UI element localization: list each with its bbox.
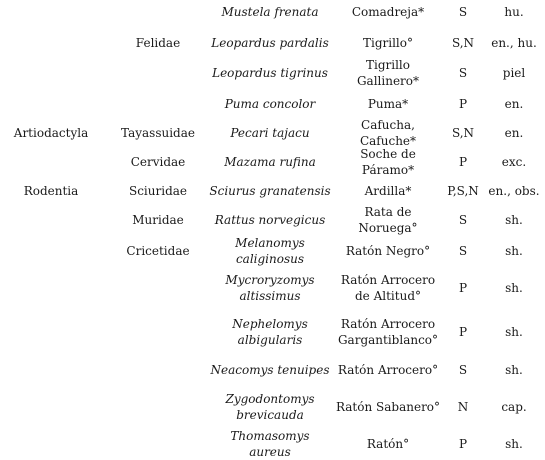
species-cell: Mazama rufina [224,155,316,169]
use-cell: en., hu. [491,36,537,50]
species-cell: Sciurus granatensis [209,184,331,198]
use-cell: en., obs. [488,184,540,198]
region-cell: S [458,213,468,227]
common-cell: Ratón Negro° [345,244,431,258]
use-cell: sh. [505,244,523,258]
use-cell: en. [504,97,524,111]
species-cell: Nephelomys albigularis [232,317,308,347]
common-cell: Puma* [367,97,409,111]
common-cell: Ratón Arrocero Gargantiblanco° [337,317,439,347]
region-cell: P [458,97,468,111]
region-cell: P [458,281,468,295]
common-cell: Rata de Noruega° [358,205,418,235]
use-cell: hu. [504,5,524,19]
common-cell: Ratón Sabanero° [335,400,441,414]
common-cell: Soche de Páramo* [360,147,416,177]
common-cell: Ratón Arrocero de Altitud° [340,273,436,303]
species-cell: Leopardus tigrinus [212,66,328,80]
use-cell: cap. [501,400,527,414]
species-cell: Leopardus pardalis [211,36,329,50]
order-cell: Artiodactyla [13,126,89,140]
region-cell: P [458,437,468,451]
region-cell: S,N [451,126,475,140]
family-cell: Cricetidae [126,244,190,258]
common-cell: Cafucha, Cafuche* [359,118,417,148]
region-cell: S [458,5,468,19]
region-cell: S [458,66,468,80]
use-cell: sh. [505,363,523,377]
species-cell: Thomasomys aureus [230,429,310,459]
order-cell: Rodentia [23,184,79,198]
species-cell: Zygodontomys brevicauda [225,392,315,422]
use-cell: sh. [505,281,523,295]
use-cell: exc. [501,155,527,169]
species-cell: Pecari tajacu [230,126,310,140]
species-cell: Rattus norvegicus [214,213,326,227]
common-cell: Ratón° [366,437,410,451]
family-cell: Tayassuidae [121,126,195,140]
species-cell: Mycroryzomys altissimus [225,273,315,303]
region-cell: S,N [451,36,475,50]
common-cell: Ardilla* [364,184,412,198]
common-cell: Comadreja* [351,5,425,19]
common-cell: Ratón Arrocero° [337,363,439,377]
region-cell: P,S,N [447,184,479,198]
common-cell: Tigrillo° [363,36,413,50]
family-cell: Cervidae [130,155,186,169]
use-cell: en. [504,126,524,140]
region-cell: S [458,363,468,377]
family-cell: Muridae [132,213,184,227]
species-cell: Melanomys caliginosus [235,236,305,266]
use-cell: sh. [505,437,523,451]
use-cell: piel [502,66,526,80]
region-cell: S [458,244,468,258]
common-cell: Tigrillo Gallinero* [356,58,420,88]
region-cell: P [458,155,468,169]
use-cell: sh. [505,213,523,227]
use-cell: sh. [505,325,523,339]
family-cell: Sciuridae [128,184,188,198]
species-cell: Puma concolor [224,97,316,111]
species-cell: Mustela frenata [221,5,319,19]
region-cell: P [458,325,468,339]
species-cell: Neacomys tenuipes [210,363,330,377]
family-cell: Felidae [135,36,181,50]
region-cell: N [457,400,469,414]
